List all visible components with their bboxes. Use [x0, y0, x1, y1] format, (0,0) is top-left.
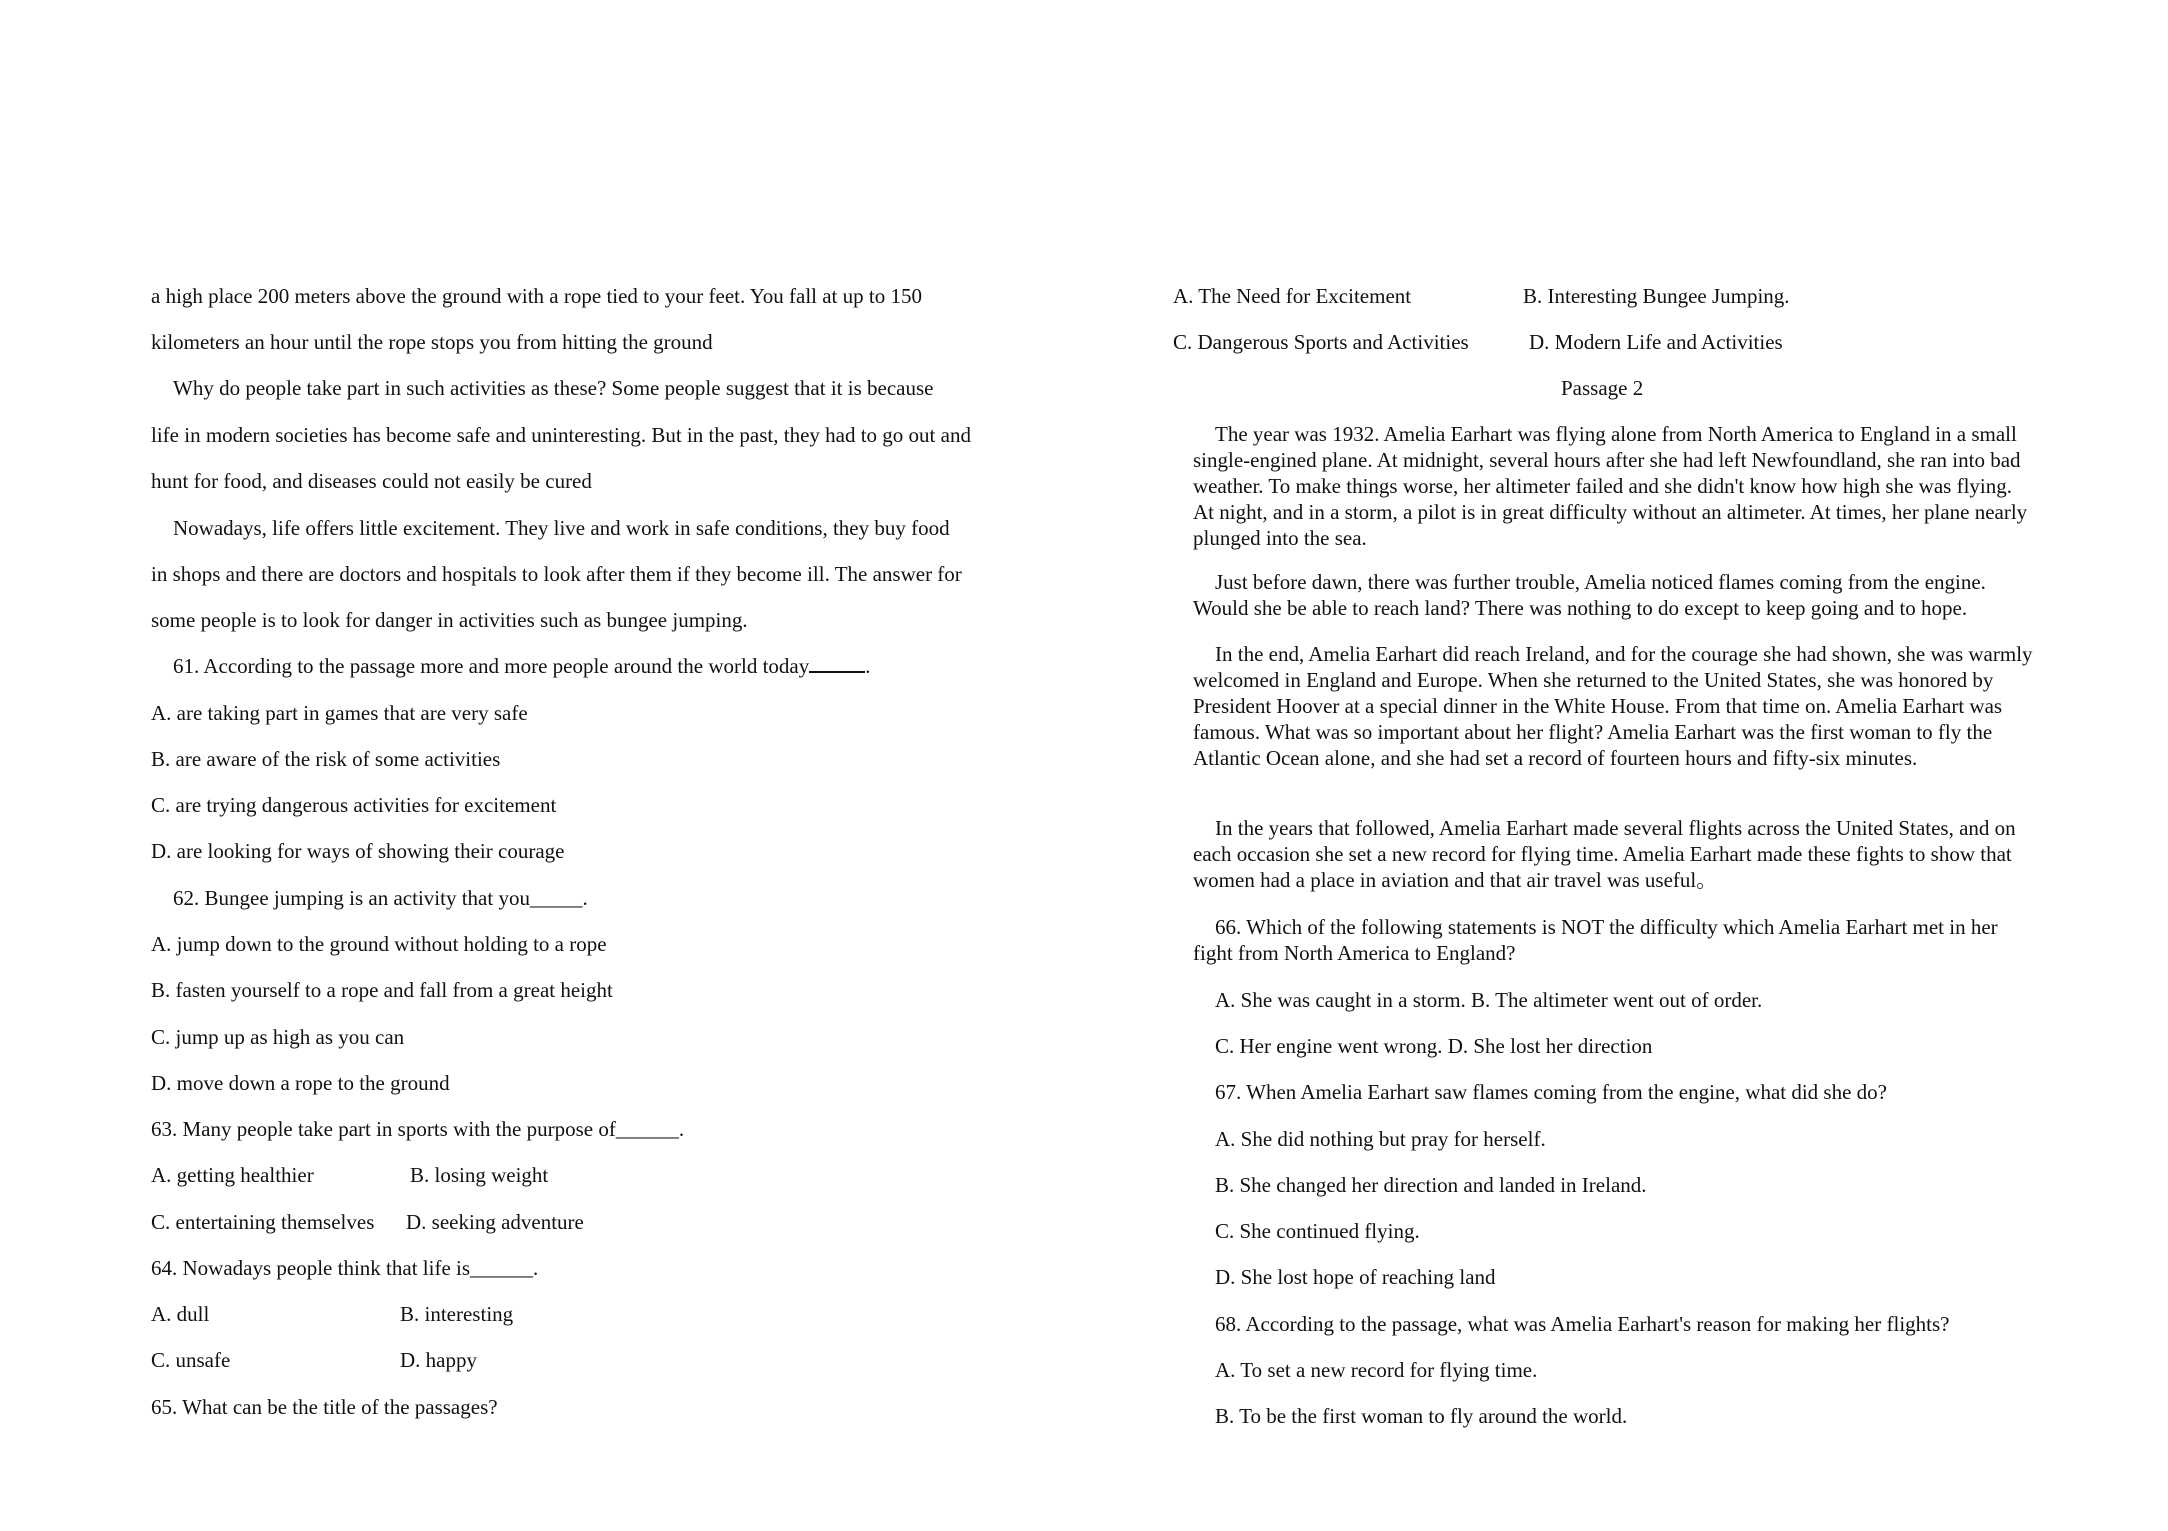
option-61-a: A. are taking part in games that are very safe — [151, 701, 528, 725]
answer-blank — [809, 653, 865, 673]
option-62-c: C. jump up as high as you can — [151, 1025, 405, 1049]
option-64-a: A. dull — [151, 1302, 210, 1326]
question-67: 67. When Amelia Earhart saw flames coming from the engine, what did she do? — [1215, 1080, 1887, 1104]
option-63-c: C. entertaining themselves — [151, 1210, 375, 1234]
question-63: 63. Many people take part in sports with the purpose of______. — [151, 1117, 685, 1141]
option-67-a: A. She did nothing but pray for herself. — [1215, 1127, 1546, 1151]
question-68: 68. According to the passage, what was Amelia Earhart's reason for making her flights? — [1215, 1312, 1950, 1336]
option-65-b: B. Interesting Bungee Jumping. — [1523, 284, 1790, 308]
passage1-line: some people is to look for danger in activities such as bungee jumping. — [151, 608, 748, 632]
question-65: 65. What can be the title of the passages? — [151, 1395, 498, 1419]
option-62-d: D. move down a rope to the ground — [151, 1071, 450, 1095]
passage1-line: hunt for food, and diseases could not easily be cured — [151, 469, 592, 493]
option-64-c: C. unsafe — [151, 1348, 231, 1372]
passage2-paragraph: In the end, Amelia Earhart did reach Ireland, and for the courage she had shown, she was warmly welcomed in England and Europe. When she returned to the United States, she was honored by President Hoover at a special dinner in the White House. From that time on. Amelia Earhart was famous. What was so important about her flight? Amelia Earhart was the first woman to fly the Atlantic Ocean alone, and she had set a record of fourteen hours and fifty-six minutes. — [1193, 642, 2033, 770]
option-67-b: B. She changed her direction and landed in Ireland. — [1215, 1173, 1647, 1197]
option-67-d: D. She lost hope of reaching land — [1215, 1265, 1496, 1289]
option-65-d: D. Modern Life and Activities — [1529, 330, 1783, 354]
passage1-line: life in modern societies has become safe and uninteresting. But in the past, they had to go out and — [151, 423, 971, 447]
question-61-text: 61. According to the passage more and more people around the world today — [173, 654, 810, 678]
question-64: 64. Nowadays people think that life is______. — [151, 1256, 539, 1280]
question-61 — [173, 653, 870, 679]
option-62-b: B. fasten yourself to a rope and fall from a great height — [151, 978, 613, 1002]
passage2-paragraph: The year was 1932. Amelia Earhart was flying alone from North America to England in a small single-engined plane. At midnight, several hours after she had left Newfoundland, she ran into bad weather. To make things worse, her altimeter failed and she didn't know how high she was flying. At night, and in a storm, a pilot is in great difficulty without an altimeter. At times, her plane nearly plunged into the sea. — [1193, 422, 2028, 550]
option-62-a: A. jump down to the ground without holding to a rope — [151, 932, 607, 956]
option-64-b: B. interesting — [400, 1302, 514, 1326]
option-61-d: D. are looking for ways of showing their courage — [151, 839, 565, 863]
option-63-b: B. losing weight — [410, 1163, 549, 1187]
option-68-a: A. To set a new record for flying time. — [1215, 1358, 1538, 1382]
passage1-line: in shops and there are doctors and hospitals to look after them if they become ill. The answer for — [151, 562, 962, 586]
question-62: 62. Bungee jumping is an activity that you_____. — [173, 886, 588, 910]
option-65-c: C. Dangerous Sports and Activities — [1173, 330, 1469, 354]
passage1-line: a high place 200 meters above the ground with a rope tied to your feet. You fall at up to 150 — [151, 284, 922, 308]
option-61-c: C. are trying dangerous activities for excitement — [151, 793, 557, 817]
passage1-line: Nowadays, life offers little excitement. They live and work in safe conditions, they buy food — [173, 516, 950, 540]
passage1-line: kilometers an hour until the rope stops you from hitting the ground — [151, 330, 713, 354]
option-63-a: A. getting healthier — [151, 1163, 314, 1187]
passage2-paragraph: Just before dawn, there was further trouble, Amelia noticed flames coming from the engine. Would she be able to reach land? There was nothing to do except to keep going and to hope. — [1193, 570, 1986, 620]
options-66-cd: C. Her engine went wrong. D. She lost her direction — [1215, 1034, 1653, 1058]
question-66: 66. Which of the following statements is NOT the difficulty which Amelia Earhart met in her fight from North America to England? — [1193, 915, 1998, 965]
option-67-c: C. She continued flying. — [1215, 1219, 1420, 1243]
passage2-paragraph: In the years that followed, Amelia Earhart made several flights across the United States, and on each occasion she set a new record for flying time. Amelia Earhart made these fights to show that women had a place in aviation and that air travel was useful。 — [1193, 816, 2016, 892]
option-68-b: B. To be the first woman to fly around the world. — [1215, 1404, 1628, 1428]
option-64-d: D. happy — [400, 1348, 477, 1372]
passage1-line: Why do people take part in such activities as these? Some people suggest that it is because — [173, 376, 934, 400]
question-61-end: . — [865, 654, 871, 678]
option-61-b: B. are aware of the risk of some activities — [151, 747, 501, 771]
options-66-ab: A. She was caught in a storm. B. The altimeter went out of order. — [1215, 988, 1763, 1012]
option-63-d: D. seeking adventure — [406, 1210, 584, 1234]
passage2-title: Passage 2 — [1561, 376, 1644, 400]
option-65-a: A. The Need for Excitement — [1173, 284, 1412, 308]
